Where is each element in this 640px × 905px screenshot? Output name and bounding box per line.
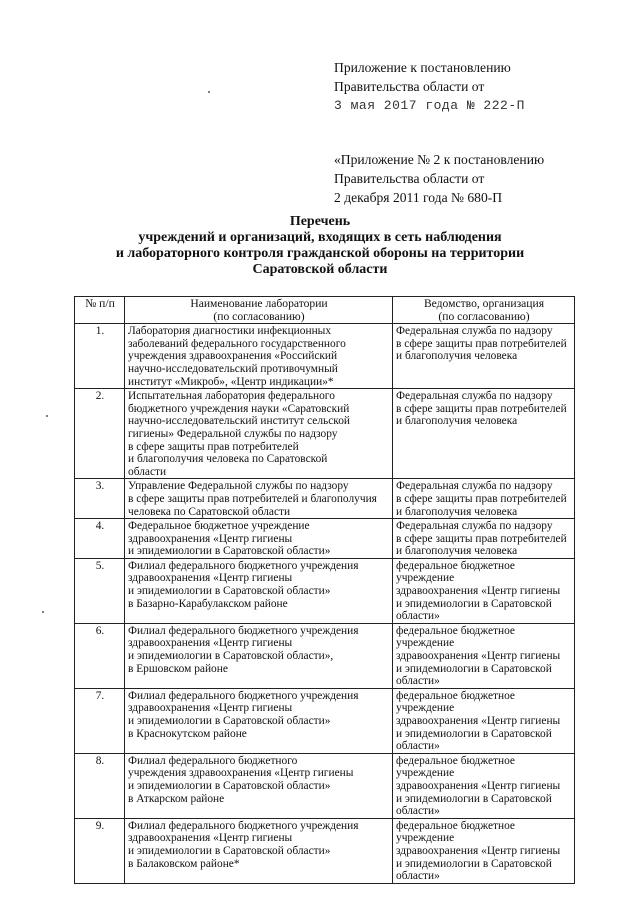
lab-name-cell: Филиал федерального бюджетного учреждения здравоохранения «Центр гигиены и эпидемиологии в Саратовской области» в Аткарском районе [125, 753, 393, 818]
row-number: 5. [75, 558, 125, 623]
scan-speck [208, 91, 210, 93]
organization-cell: Федеральная служба по надзору в сфере защиты прав потребителей и благополучия человека [393, 519, 575, 559]
lab-name-cell: Филиал федерального бюджетного учреждения здравоохранения «Центр гигиены и эпидемиологии в Саратовской области» в Балаковском районе* [125, 818, 393, 883]
appendix2-header [334, 150, 544, 207]
scan-speck [46, 415, 48, 417]
appendix-line-2: Правительства области от [334, 79, 485, 94]
lab-name-cell: Филиал федерального бюджетного учреждения здравоохранения «Центр гигиены и эпидемиологии в Саратовской области», в Ершовском районе [125, 623, 393, 688]
header-num: № п/п [75, 297, 125, 324]
header-lab: Наименование лаборатории (по согласованию) [125, 297, 393, 324]
table-row [75, 688, 575, 753]
table-header-row [75, 297, 575, 324]
appendix2-line-1: «Приложение № 2 к постановлению [334, 152, 545, 167]
row-number: 6. [75, 623, 125, 688]
appendix2-line-2: Правительства области от [334, 171, 485, 186]
organization-cell: федеральное бюджетное учреждение здравоохранения «Центр гигиены и эпидемиологии в Саратовской области» [393, 558, 575, 623]
row-number: 2. [75, 389, 125, 479]
scan-speck [42, 611, 44, 613]
header-org: Ведомство, организация (по согласованию) [393, 297, 575, 324]
organization-cell: Федеральная служба по надзору в сфере защиты прав потребителей и благополучия человека [393, 479, 575, 519]
organization-cell: Федеральная служба по надзору в сфере защиты прав потребителей и благополучия человека [393, 324, 575, 389]
appendix2-line-3: 2 декабря 2011 года № 680-П [334, 190, 503, 205]
row-number: 3. [75, 479, 125, 519]
title-line-2: учреждений и организаций, входящих в сеть наблюдения [138, 230, 502, 245]
document-title [0, 214, 640, 278]
organization-cell: федеральное бюджетное учреждение здравоохранения «Центр гигиены и эпидемиологии в Саратовской области» [393, 623, 575, 688]
title-line-3: и лабораторного контроля гражданской обороны на территории [115, 246, 525, 261]
table-row [75, 558, 575, 623]
appendix-header [334, 58, 525, 115]
title-line-4: Саратовской области [252, 262, 388, 277]
lab-name-cell: Филиал федерального бюджетного учреждения здравоохранения «Центр гигиены и эпидемиологии в Саратовской области» в Базарно-Карабулакском районе [125, 558, 393, 623]
row-number: 7. [75, 688, 125, 753]
table-row [75, 324, 575, 389]
organization-cell: федеральное бюджетное учреждение здравоохранения «Центр гигиены и эпидемиологии в Саратовской области» [393, 818, 575, 883]
appendix-date-stamp: 3 мая 2017 года № 222-П [334, 98, 525, 113]
table-body [75, 324, 575, 884]
lab-name-cell: Испытательная лаборатория федерального бюджетного учреждения науки «Саратовский научно-исследовательский институт сельской гигиены» Федеральной службы по надзору в сфере защиты прав потребителей и благополучия человека по Саратовской области [125, 389, 393, 479]
table-row [75, 753, 575, 818]
organization-cell: Федеральная служба по надзору в сфере защиты прав потребителей и благополучия человека [393, 389, 575, 479]
organization-cell: федеральное бюджетное учреждение здравоохранения «Центр гигиены и эпидемиологии в Саратовской области» [393, 688, 575, 753]
table-row [75, 519, 575, 559]
table-row [75, 623, 575, 688]
organizations-table [74, 296, 575, 884]
table-row [75, 479, 575, 519]
row-number: 8. [75, 753, 125, 818]
appendix-line-1: Приложение к постановлению [334, 60, 511, 75]
table-row [75, 818, 575, 883]
table-row [75, 389, 575, 479]
row-number: 1. [75, 324, 125, 389]
row-number: 4. [75, 519, 125, 559]
lab-name-cell: Лаборатория диагностики инфекционных заболеваний федерального государственного учреждения здравоохранения «Российский научно-исследовательский противочумный институт «Микроб», «Центр индикации»* [125, 324, 393, 389]
lab-name-cell: Управление Федеральной службы по надзору в сфере защиты прав потребителей и благополучия человека по Саратовской области [125, 479, 393, 519]
row-number: 9. [75, 818, 125, 883]
organization-cell: федеральное бюджетное учреждение здравоохранения «Центр гигиены и эпидемиологии в Саратовской области» [393, 753, 575, 818]
title-line-1: Перечень [289, 214, 351, 229]
lab-name-cell: Федеральное бюджетное учреждение здравоохранения «Центр гигиены и эпидемиологии в Саратовской области» [125, 519, 393, 559]
lab-name-cell: Филиал федерального бюджетного учреждения здравоохранения «Центр гигиены и эпидемиологии в Саратовской области» в Краснокутском районе [125, 688, 393, 753]
